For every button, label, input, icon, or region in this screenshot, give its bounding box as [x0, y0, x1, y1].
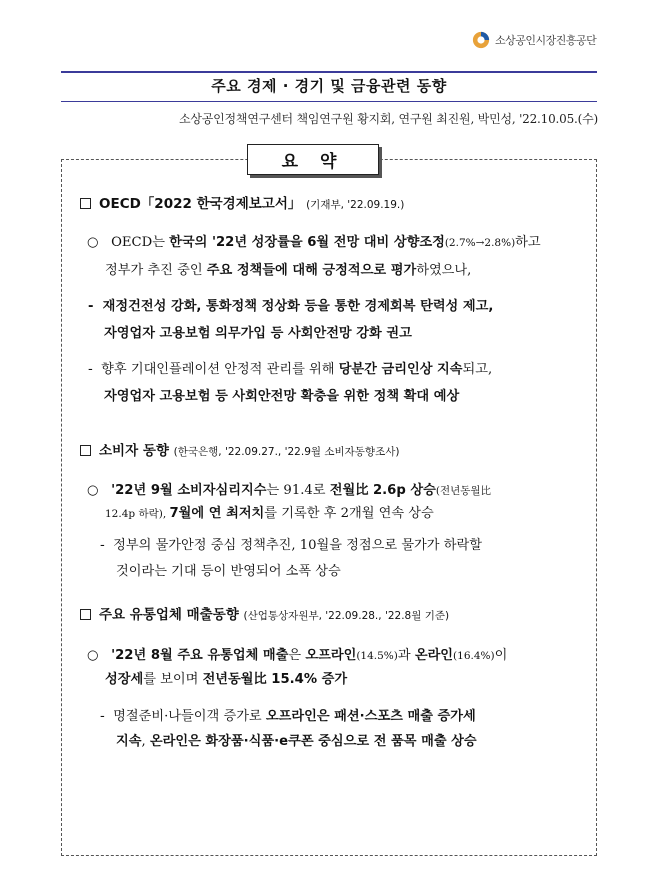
bullet-dash: - — [88, 299, 94, 314]
text: 정부의 물가안정 중심 정책추진, 10월을 정점으로 물가가 하락할 — [113, 538, 482, 553]
text-bold: '22년 8월 주요 유통업체 매출 — [111, 648, 289, 663]
section-heading-consumer — [80, 442, 399, 461]
section-heading-text: OECD「2022 한국경제보고서」 — [99, 196, 302, 212]
text: 은 — [288, 648, 306, 663]
text-bold: 오프라인은 패션·스포츠 매출 증가세 — [265, 709, 476, 724]
text-small: (16.4%) — [453, 650, 495, 662]
text-bold: 당분간 금리인상 지속 — [338, 362, 463, 377]
text-bold: 재정건전성 강화, 통화정책 정상화 등을 통한 경제회복 탄력성 제고, — [102, 299, 494, 314]
s1-para2-line1 — [88, 298, 493, 316]
text: 과 — [397, 648, 415, 663]
bullet-dash: - — [100, 709, 105, 724]
text: 명절준비·나들이객 증가로 — [113, 709, 266, 724]
bullet-circle: ○ — [87, 648, 99, 663]
text: 정부가 추진 중인 — [105, 263, 207, 278]
s1-para3-line2: 자영업자 고용보험 등 사회안전망 확충을 위한 정책 확대 예상 — [104, 389, 460, 404]
bullet-dash: - — [100, 538, 105, 553]
text-small: 12.4p 하락), — [105, 508, 170, 520]
text: 되고, — [462, 362, 493, 377]
s3-para2-line2 — [116, 733, 477, 751]
text: 는 91.4로 — [266, 483, 330, 498]
text-bold: 한국의 '22년 성장률을 6월 전망 대비 상향조정 — [169, 235, 445, 250]
text-bold: 지속 — [116, 734, 142, 749]
text-bold: '22년 9월 소비자심리지수 — [111, 483, 267, 498]
s1-para1-line1 — [87, 234, 541, 252]
text: 를 기록한 후 2개월 연속 상승 — [264, 506, 434, 521]
text-bold: 7월에 연 최저치 — [169, 506, 265, 521]
section-source: (기재부, '22.09.19.) — [306, 199, 405, 211]
text-small: (2.7%→2.8%) — [444, 237, 516, 249]
bullet-dash: - — [88, 362, 93, 377]
section-heading-oecd — [80, 195, 404, 214]
title-rule-top — [61, 71, 597, 73]
org-name: 소상공인시장진흥공단 — [495, 34, 597, 47]
text-bold: 전년동월比 15.4% 증가 — [202, 672, 348, 687]
text-small: (전년동월比 — [435, 485, 492, 497]
text-bold: 온라인은 화장품·식품·e쿠폰 중심으로 전 품목 매출 상승 — [149, 734, 477, 749]
page-title: 주요 경제 · 경기 및 금융관련 동향 — [211, 77, 447, 95]
s1-para1-line2 — [105, 262, 471, 280]
checkbox-square-icon — [80, 445, 91, 456]
org-logo-icon — [472, 31, 490, 49]
text: 하였으나, — [416, 263, 472, 278]
text: OECD는 — [111, 235, 170, 250]
text-bold: 주요 정책들에 대해 긍정적으로 평가 — [206, 263, 417, 278]
checkbox-square-icon — [80, 198, 91, 209]
text-bold: 온라인 — [414, 648, 454, 663]
s2-para1-line2 — [105, 505, 434, 523]
text-small: (14.5%) — [356, 650, 398, 662]
text-bold: 오프라인 — [305, 648, 357, 663]
s2-para1-line1 — [87, 482, 491, 500]
section-heading-retail — [80, 606, 449, 625]
org-logo — [472, 31, 596, 49]
s1-para3-line1 — [88, 361, 492, 379]
s1-para2-line2: 자영업자 고용보험 의무가입 등 사회안전망 강화 권고 — [104, 326, 412, 341]
title-rule-bottom — [61, 101, 597, 102]
text: 이 — [494, 648, 508, 663]
authors-line: 소상공인정책연구센터 책임연구원 황지회, 연구원 최진원, 박민성, '22.10.05.(수) — [178, 112, 598, 126]
bullet-circle: ○ — [87, 483, 99, 498]
text-bold: 성장세 — [105, 672, 144, 687]
section-source: (산업통상자원부, '22.09.28., '22.8월 기준) — [243, 610, 450, 622]
s2-para2-line1 — [100, 537, 482, 555]
summary-label: 요 약 — [247, 144, 379, 175]
text: , — [141, 734, 150, 749]
text: 하고 — [515, 235, 541, 250]
bullet-circle: ○ — [87, 235, 99, 250]
section-heading-text: 소비자 동향 — [99, 443, 169, 459]
text: 를 보이며 — [143, 672, 203, 687]
s3-para1-line1 — [87, 647, 507, 665]
checkbox-square-icon — [80, 609, 91, 620]
text: 향후 기대인플레이션 안정적 관리를 위해 — [101, 362, 339, 377]
s3-para1-line2 — [105, 671, 347, 689]
text-bold: 전월比 2.6p 상승 — [329, 483, 436, 498]
section-source: (한국은행, '22.09.27., '22.9월 소비자동향조사) — [173, 446, 400, 458]
s3-para2-line1 — [100, 708, 476, 726]
section-heading-text: 주요 유통업체 매출동향 — [99, 607, 239, 623]
s2-para2-line2: 것이라는 기대 등이 반영되어 소폭 상승 — [116, 564, 341, 579]
